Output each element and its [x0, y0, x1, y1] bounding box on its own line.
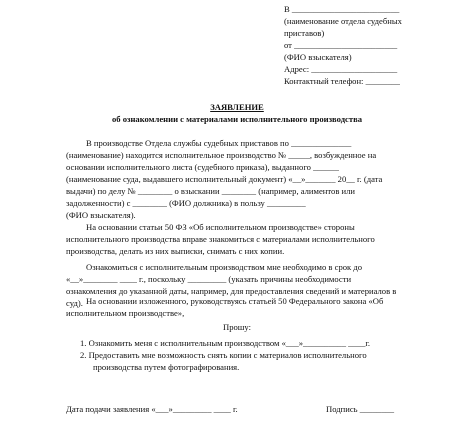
- submission-date: Дата подачи заявления «___»_________ ____ г.: [66, 404, 238, 414]
- applicant-hint: (ФИО взыскателя): [284, 52, 352, 62]
- recipient-department-hint-2: приставов): [284, 28, 325, 38]
- body-line: задолженности) с ________ (ФИО должника) в пользу _________: [66, 198, 306, 208]
- recipient-department-hint: (наименование отдела судебных: [284, 16, 402, 26]
- applicant-field: от ________________________: [284, 40, 398, 50]
- request-item-1: 1. Ознакомить меня с исполнительным производством «___»__________ ____г.: [80, 338, 371, 348]
- body-line: «__»________ ____ г., поскольку _________ (указать причины необходимости: [66, 274, 352, 284]
- address-field: Адрес: ____________________: [284, 64, 398, 74]
- body-line: исполнительного производства вправе знакомиться с материалами исполнительного: [66, 234, 375, 244]
- body-line: (ФИО взыскателя).: [66, 210, 136, 220]
- request-heading: Прошу:: [223, 322, 251, 332]
- body-line: На основании изложенного, руководствуясь статьей 50 Федерального закона «Об: [86, 296, 384, 306]
- body-line: В производстве Отдела службы судебных приставов по ______________: [86, 138, 352, 148]
- phone-field: Контактный телефон: ________: [284, 76, 400, 86]
- body-line: ознакомления до указанной даты, например, для предоставления сведений и материалов в: [66, 286, 397, 296]
- body-line: суд).: [66, 298, 83, 308]
- request-item-2: 2. Предоставить мне возможность снять копии с материалов исполнительного: [80, 350, 367, 360]
- body-line: (наименование суда, выдавшего исполнительный документ) «__»_______ 20__ г. (дата: [66, 174, 383, 184]
- recipient-department-field: В _________________________: [284, 4, 400, 14]
- body-line: выдачи) по делу № ________ о взыскании ________ (например, алиментов или: [66, 186, 356, 196]
- body-line: (наименование) находится исполнительное производство № _____, возбужденное на: [66, 150, 377, 160]
- document-subtitle: об ознакомлении с материалами исполнительного производства: [111, 114, 363, 124]
- body-line: производства, делать из них выписки, снимать с них копии.: [66, 246, 285, 256]
- request-item-2-cont: производства путем фотографирования.: [93, 362, 240, 372]
- body-line: Ознакомиться с исполнительным производством мне необходимо в срок до: [86, 262, 363, 272]
- document-title: ЗАЯВЛЕНИЕ: [210, 102, 264, 112]
- body-line: основании исполнительного листа (судебного приказа), выданного ______: [66, 162, 339, 172]
- body-line: На основании статьи 50 ФЗ «Об исполнительном производстве» стороны: [86, 222, 355, 232]
- body-line: исполнительном производстве»,: [66, 308, 185, 318]
- signature: Подпись ________: [326, 404, 395, 414]
